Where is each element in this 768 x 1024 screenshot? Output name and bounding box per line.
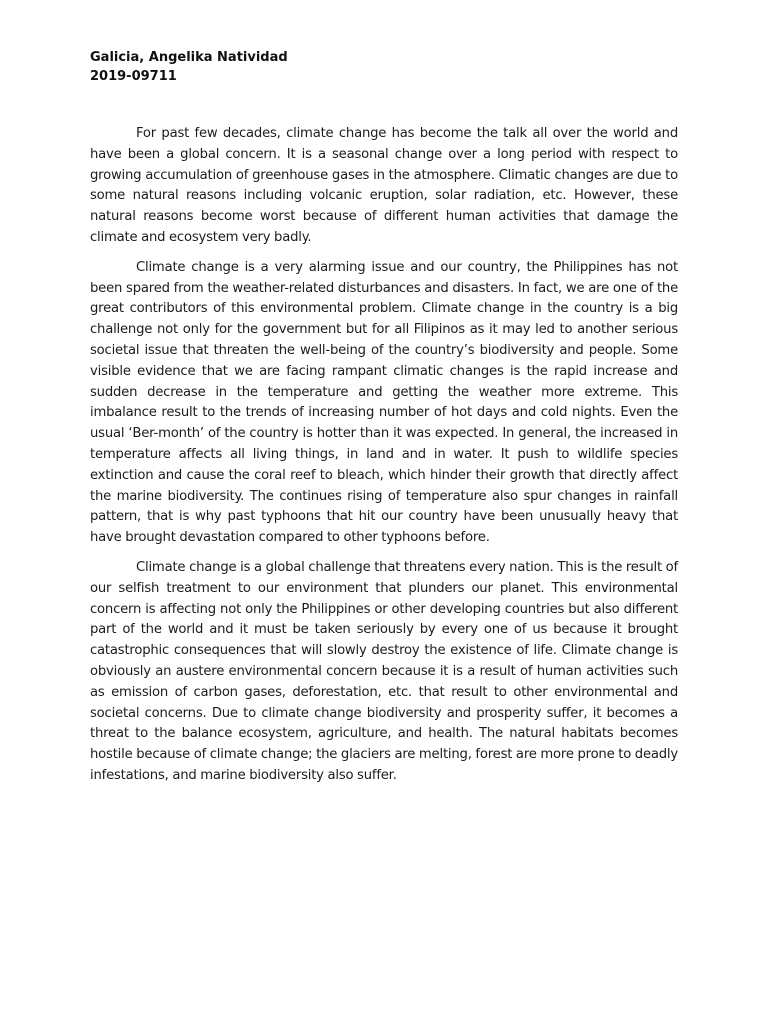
essay-body (90, 124, 678, 796)
student-number: 2019-09711 (90, 69, 177, 84)
document-header (90, 48, 288, 86)
author-name: Galicia, Angelika Natividad (90, 50, 288, 65)
essay-paragraph-2: Climate change is a very alarming issue and our country, the Philippines has not been spared from the weather-related disturbances and disasters. In fact, we are one of the great contributors of this environmental problem. Climate change in the country is a big challenge not only for the government but for all Filipinos as it may led to another serious societal issue that threaten the well-being of the country’s biodiversity and people. Some visible evidence that we are facing rampant climatic changes is the rapid increase and sudden decrease in the temperature and getting the weather more extreme. This imbalance result to the trends of increasing number of hot days and cold nights. Even the usual ‘Ber-month’ of the country is hotter than it was expected. In general, the increased in temperature affects all living things, in land and in water. It push to wildlife species extinction and cause the coral reef to bleach, which hinder their growth that directly affect the marine biodiversity. The continues rising of temperature also spur changes in rainfall pattern, that is why past typhoons that hit our country have been unusually heavy that have brought devastation compared to other typhoons before. (90, 259, 678, 546)
essay-paragraph-1: For past few decades, climate change has become the talk all over the world and have been a global concern. It is a seasonal change over a long period with respect to growing accumulation of greenhouse gases in the atmosphere. Climatic changes are due to some natural reasons including volcanic eruption, solar radiation, etc. However, these natural reasons become worst because of different human activities that damage the climate and ecosystem very badly. (90, 126, 678, 245)
essay-paragraph-3: Climate change is a global challenge that threatens every nation. This is the result of our selfish treatment to our environment that plunders our planet. This environmental concern is affecting not only the Philippines or other developing countries but also different part of the world and it must be taken seriously by every one of us because it brought catastrophic consequences that will slowly destroy the existence of life. Climate change is obviously an austere environmental concern because it is a result of human activities such as emission of carbon gases, deforestation, etc. that result to other environmental and societal concerns. Due to climate change biodiversity and prosperity suffer, it becomes a threat to the balance ecosystem, agriculture, and health. The natural habitats becomes hostile because of climate change; the glaciers are melting, forest are more prone to deadly infestations, and marine biodiversity also suffer. (90, 559, 678, 783)
